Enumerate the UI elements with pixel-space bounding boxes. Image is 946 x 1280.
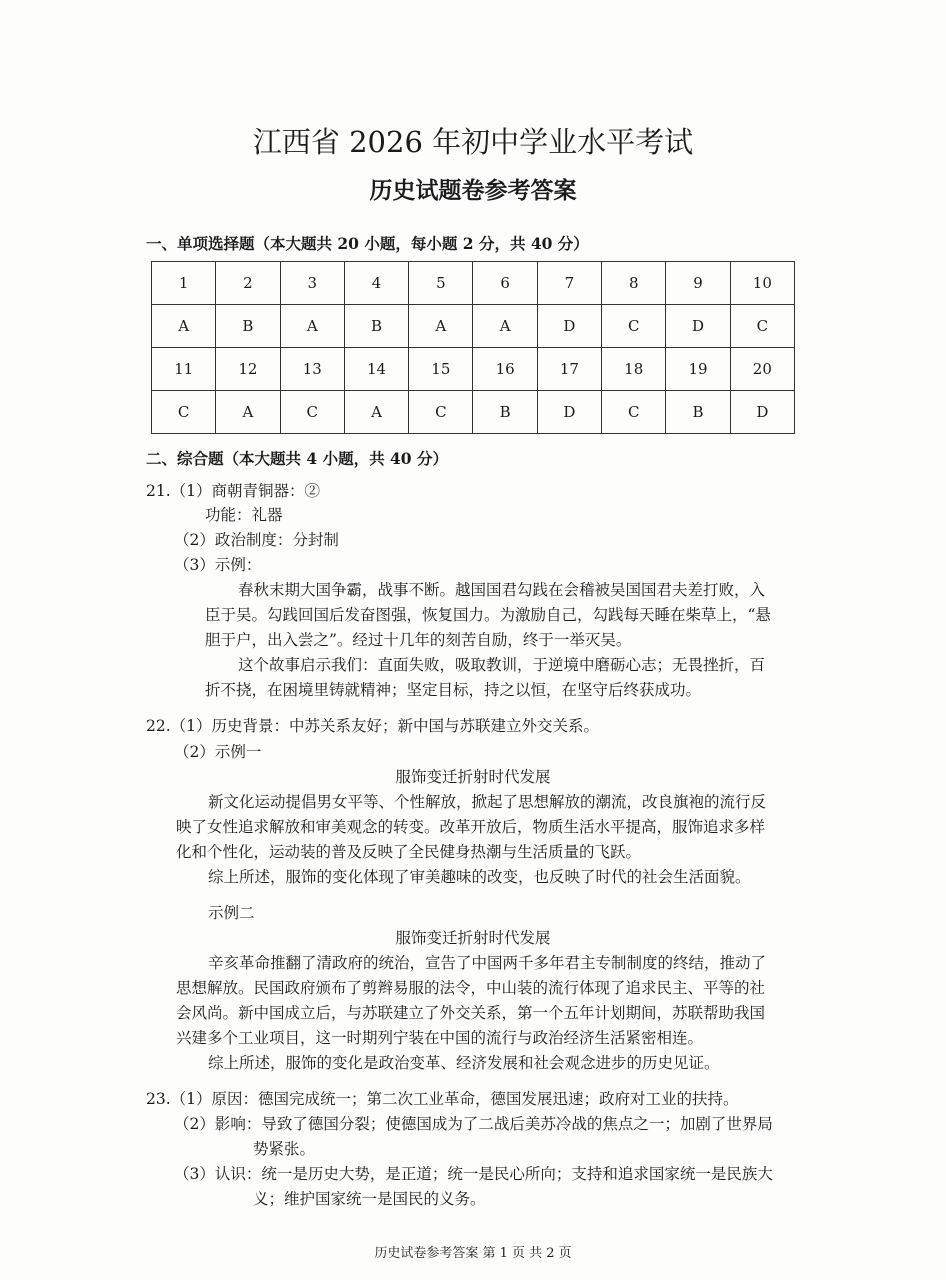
question-number-cell: 4 [344, 262, 408, 305]
answer-cell: D [537, 391, 601, 434]
question-number-cell: 6 [473, 262, 537, 305]
q22-essay2-line: 思想解放。民国政府颁布了剪辫易服的法令，中山装的流行体现了追求民主、平等的社 [176, 979, 766, 997]
question-number-cell: 16 [473, 348, 537, 391]
question-number-cell: 18 [602, 348, 666, 391]
answer-cell: C [602, 305, 666, 348]
answer-cell: C [730, 305, 794, 348]
question-number-cell: 3 [280, 262, 344, 305]
question-number-cell: 12 [216, 348, 280, 391]
q22-essay1-line: 化和个性化，运动装的普及反映了全民健身热潮与生活质量的飞跃。 [176, 843, 642, 861]
question-number-cell: 9 [666, 262, 730, 305]
question-number-cell: 13 [280, 348, 344, 391]
q23-part3-cont: 义；维护国家统一是国民的义务。 [253, 1190, 486, 1208]
q23-part3: （3）认识：统一是历史大势，是正道；统一是民心所向；支持和追求国家统一是民族大 [174, 1165, 773, 1183]
question-number-cell: 11 [152, 348, 216, 391]
answer-table [151, 261, 795, 434]
answer-cell: C [280, 391, 344, 434]
answer-cell: C [602, 391, 666, 434]
question-number-cell: 10 [730, 262, 794, 305]
q23-part2: （2）影响：导致了德国分裂；使德国成为了二战后美苏冷战的焦点之一；加剧了世界局 [174, 1115, 773, 1133]
q22-essay2-line: 兴建多个工业项目，这一时期列宁装在中国的流行与政治经济生活紧密相连。 [176, 1029, 704, 1047]
q21-insight-line: 折不挠，在困境里铸就精神；坚定目标，持之以恒，在坚守后终获成功。 [205, 681, 702, 699]
question-number-cell: 19 [666, 348, 730, 391]
q21-insight-line: 这个故事启示我们：直面失败，吸取教训，于逆境中磨砺心志；无畏挫折，百 [238, 656, 766, 674]
q23-part2-cont: 势紧张。 [253, 1140, 316, 1158]
answer-cell: D [730, 391, 794, 434]
section1-heading: 一、单项选择题（本大题共 20 小题，每小题 2 分，共 40 分） [146, 234, 589, 253]
answer-table-row [152, 348, 795, 391]
q22-essay2-line: 辛亥革命推翻了清政府的统治，宣告了中国两千多年君主专制制度的终结，推动了 [208, 954, 767, 972]
answer-cell: A [280, 305, 344, 348]
section2-heading: 二、综合题（本大题共 4 小题，共 40 分） [146, 449, 448, 468]
question-number-cell: 15 [409, 348, 473, 391]
question-number-cell: 1 [152, 262, 216, 305]
answer-cell: A [473, 305, 537, 348]
q21-part1: 21.（1）商朝青铜器：② [146, 482, 321, 500]
q22-essay2-line: 综上所述，服饰的变化是政治变革、经济发展和社会观念进步的历史见证。 [208, 1054, 720, 1072]
question-number-cell: 17 [537, 348, 601, 391]
q21-part2: （2）政治制度：分封制 [174, 531, 339, 549]
q22-example1-label: （2）示例一 [174, 743, 262, 761]
q21-function: 功能：礼器 [205, 506, 283, 524]
q21-part3: （3）示例： [174, 556, 262, 574]
q22-essay1-line: 新文化运动提倡男女平等、个性解放，掀起了思想解放的潮流，改良旗袍的流行反 [208, 793, 767, 811]
answer-cell: B [344, 305, 408, 348]
answer-cell: A [216, 391, 280, 434]
page-footer: 历史试卷参考答案 第 1 页 共 2 页 [374, 1246, 572, 1261]
answer-table-row [152, 391, 795, 434]
answer-cell: A [344, 391, 408, 434]
answer-cell: A [409, 305, 473, 348]
q22-essay2-line: 会风尚。新中国成立后，与苏联建立了外交关系，第一个五年计划期间，苏联帮助我国 [176, 1004, 766, 1022]
answer-table-row [152, 262, 795, 305]
question-number-cell: 14 [344, 348, 408, 391]
q22-essay2-title: 服饰变迁折射时代发展 [395, 929, 551, 947]
q21-story-line: 臣于吴。勾践回国后发奋图强，恢复国力。为激励自己，勾践每天睡在柴草上，“悬 [205, 606, 771, 624]
q21-story-line: 胆于户，出入尝之”。经过十几年的刻苦自励，终于一举灭吴。 [205, 631, 632, 649]
q22-essay1-line: 映了女性追求解放和审美观念的转变。改革开放后，物质生活水平提高，服饰追求多样 [176, 818, 766, 836]
answer-cell: A [152, 305, 216, 348]
answer-cell: C [409, 391, 473, 434]
answer-cell: B [473, 391, 537, 434]
q22-essay1-line: 综上所述，服饰的变化体现了审美趣味的改变，也反映了时代的社会生活面貌。 [208, 868, 751, 886]
q22-example2-label: 示例二 [208, 904, 255, 922]
question-number-cell: 8 [602, 262, 666, 305]
answer-cell: B [216, 305, 280, 348]
answer-cell: C [152, 391, 216, 434]
question-number-cell: 7 [537, 262, 601, 305]
exam-title: 江西省 2026 年初中学业水平考试 [252, 125, 694, 159]
q23-part1: 23.（1）原因：德国完成统一；第二次工业革命，德国发展迅速；政府对工业的扶持。 [146, 1090, 739, 1108]
q21-story-line: 春秋末期大国争霸，战事不断。越国国君勾践在会稽被吴国国君夫差打败，入 [238, 581, 766, 599]
answer-cell: B [666, 391, 730, 434]
q22-essay1-title: 服饰变迁折射时代发展 [395, 768, 551, 786]
q22-part1: 22.（1）历史背景：中苏关系友好；新中国与苏联建立外交关系。 [146, 717, 600, 735]
answer-cell: D [666, 305, 730, 348]
exam-subtitle: 历史试题卷参考答案 [369, 177, 577, 204]
question-number-cell: 20 [730, 348, 794, 391]
question-number-cell: 2 [216, 262, 280, 305]
answer-table-row [152, 305, 795, 348]
answer-cell: D [537, 305, 601, 348]
question-number-cell: 5 [409, 262, 473, 305]
